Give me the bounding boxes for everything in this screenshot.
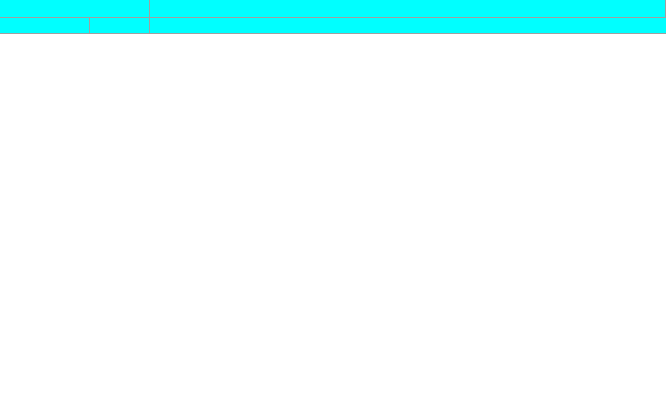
title-row bbox=[0, 0, 666, 18]
company-title[interactable] bbox=[0, 0, 150, 17]
column-header-row bbox=[0, 18, 666, 34]
year-label[interactable] bbox=[90, 18, 150, 33]
title-row-blank[interactable] bbox=[150, 0, 666, 17]
scenario-label[interactable] bbox=[0, 18, 90, 33]
